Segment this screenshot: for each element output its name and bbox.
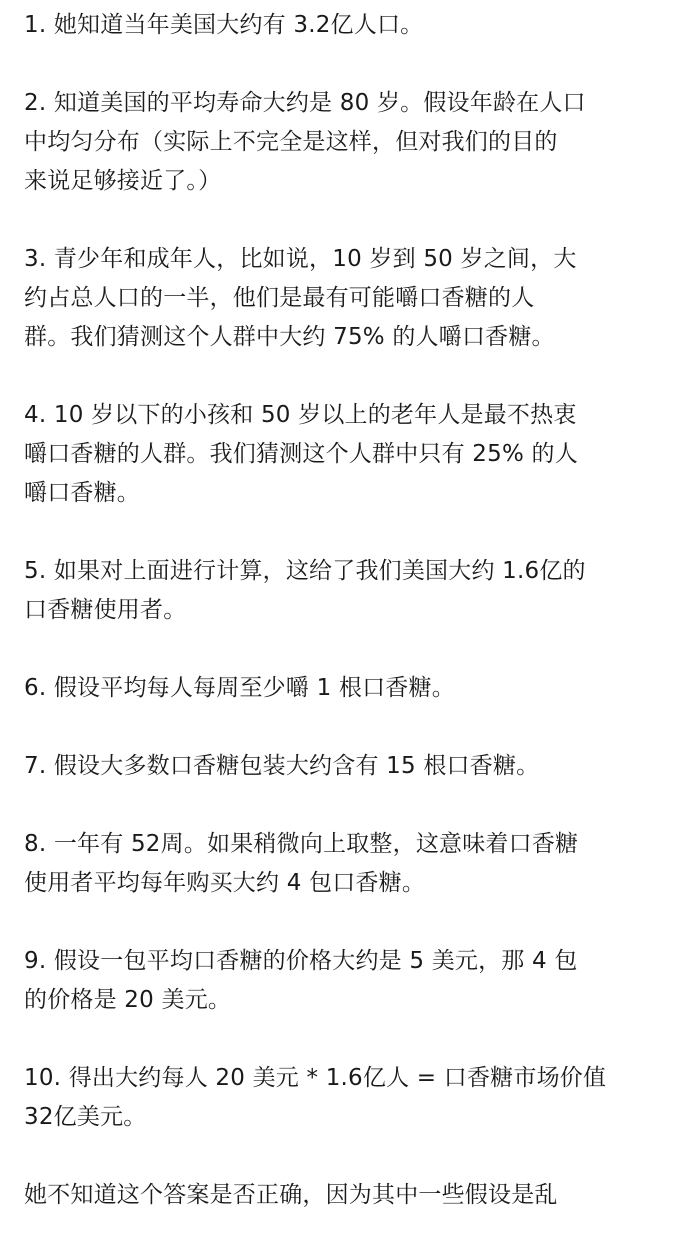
paragraph-6: 6. 假设平均每人每周至少嚼 1 根口香糖。 (24, 675, 455, 701)
paragraph-7: 7. 假设大多数口香糖包装大约含有 15 根口香糖。 (24, 753, 540, 779)
paragraph-conclusion: 她不知道这个答案是否正确，因为其中一些假设是乱 (24, 1182, 558, 1208)
paragraph-10: 10. 得出大约每人 20 美元 * 1.6亿人 = 口香糖市场价值 32亿美元。 (24, 1065, 607, 1130)
document-body (24, 6, 674, 1254)
paragraph-1: 1. 她知道当年美国大约有 3.2亿人口。 (24, 12, 424, 38)
paragraph-5: 5. 如果对上面进行计算，这给了我们美国大约 1.6亿的 口香糖使用者。 (24, 558, 586, 623)
paragraph-2: 2. 知道美国的平均寿命大约是 80 岁。假设年龄在人口 中均匀分布（实际上不完全是这样，但对我们的目的 来说足够接近了。） (24, 90, 586, 194)
paragraph-9: 9. 假设一包平均口香糖的价格大约是 5 美元，那 4 包 的价格是 20 美元。 (24, 948, 578, 1013)
paragraph-3: 3. 青少年和成年人，比如说，10 岁到 50 岁之间，大 约占总人口的一半，他们是最有可能嚼口香糖的人 群。我们猜测这个人群中大约 75% 的人嚼口香糖。 (24, 246, 577, 350)
paragraph-4: 4. 10 岁以下的小孩和 50 岁以上的老年人是最不热衷 嚼口香糖的人群。我们猜测这个人群中只有 25% 的人 嚼口香糖。 (24, 402, 578, 506)
paragraph-8: 8. 一年有 52周。如果稍微向上取整，这意味着口香糖 使用者平均每年购买大约 4 包口香糖。 (24, 831, 579, 896)
